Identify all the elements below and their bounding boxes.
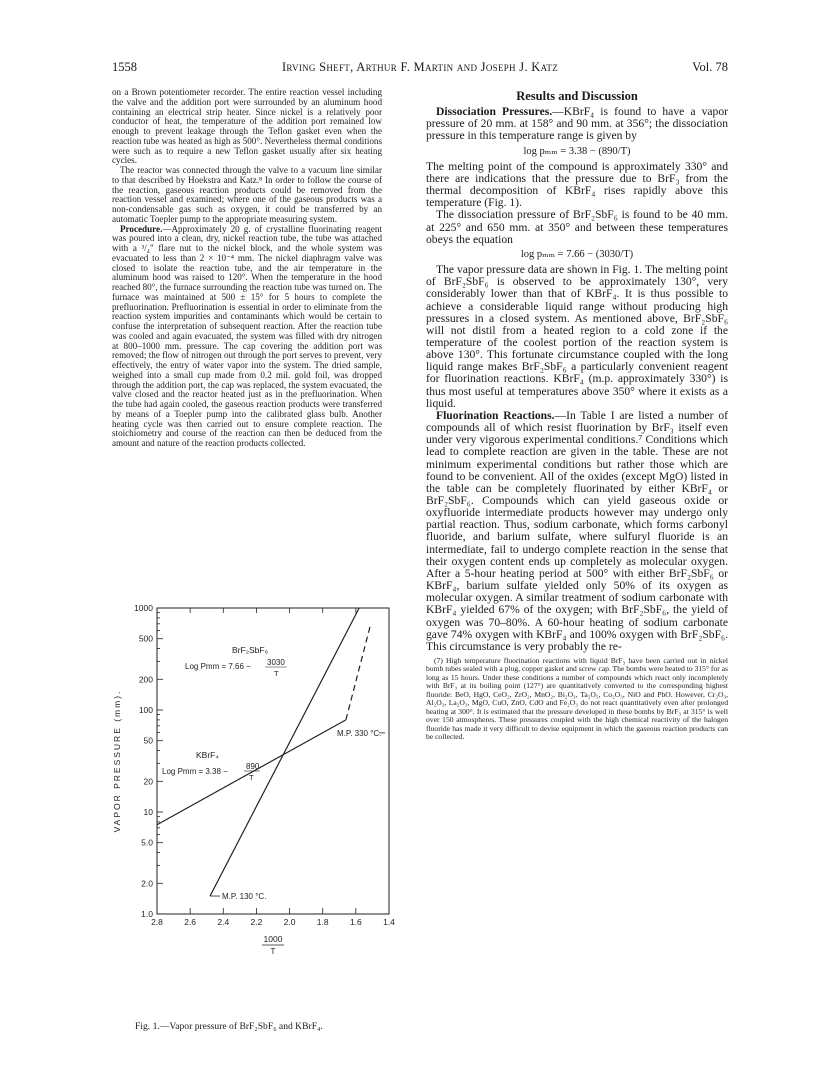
x-tick-label: 2.4	[217, 917, 230, 927]
y-tick-label: 5.0	[141, 837, 153, 848]
paragraph-heading: Dissociation Pressures.	[436, 105, 553, 119]
paragraph: The dissociation pressure of BrF₂SbF₆ is found to be 40 mm. at 225° and 650 mm. at 350° and between these temperatures obeys the equation	[426, 208, 728, 246]
paragraph-heading: Fluorination Reactions.	[436, 408, 555, 422]
equation-label-kbrf4: Log Pmm = 3.38 −	[162, 767, 228, 776]
header-authors: Irving Sheft, Arthur F. Martin and Joseph J. Katz	[281, 60, 559, 74]
paragraph-body: —Approximately 20 g. of crystalline fluorinating reagent was poured into a clean, dry, nickel reaction tube, the tube was attached with a ³/₄" flare nut to the nickel block, and the whole system was evacuated to less than 2 × 10⁻⁴ mm. The nickel diaphragm valve was closed to isolate the reaction tube, and the air temperature in the aluminum hood was raised to 120°. When the temperature in the hood reached 80°, the furnace surrounding the reaction tube was turned on. The furnace was maintained at 500 ± 15° for 5 hours to complete the prefluorination. Prefluorination is essential in order to eliminate from the reaction system impurities and contaminants which would be certain to confuse the interpretation of subsequent reaction. After the reaction tube was cooled and again evacuated, the system was filled with dry nitrogen at 800–1000 mm. pressure. The cap covering the addition port was removed; the flow of nitrogen out through the port serves to prevent, very effectively, the entry of water vapor into the system. The dried sample, weighed into a small cup made from 0.2 mil. gold foil, was dropped through the addition port, the cap was replaced, the system evacuated, the valve closed and the reactor heated just as in the prefluorination. When the tube had again cooled, the gaseous reaction products were transferred by means of a Toepler pump into the calibrated glass bulb. Another heating cycle was then carried out to ensure complete reaction. The stoichiometry and course of the reaction can then be deduced from the amount and nature of the reaction products collected.	[112, 223, 382, 448]
series-label-brf2sbf6: BrF₂SbF₆	[232, 645, 269, 655]
running-header	[112, 60, 728, 78]
paragraph: on a Brown potentiometer recorder. The entire reaction vessel including the valve and the addition port were surrounded by an aluminum hood containing an electrical strip heater. Since nickel is a relatively poor conductor of heat, the temperature of the addition port remained low enough to prevent leakage through the Teflon gasket even when the reaction tube was heated as high as 500°. Nevertheless thermal conditions were such as to require a new Teflon gasket usually after six heating cycles.	[112, 87, 382, 166]
equation: log pₘₘ = 3.38 − (890/T)	[523, 145, 631, 157]
x-tick-label: 2.0	[283, 917, 296, 927]
equation-label-brf2sbf6: Log Pmm = 7.66 −	[185, 662, 251, 671]
equation-numerator-brf2sbf6: 3030	[267, 658, 285, 667]
x-tick-label: 2.8	[151, 917, 163, 927]
figure-caption: Fig. 1.—Vapor pressure of BrF₂SbF₆ and KBrF₄.	[135, 1021, 323, 1032]
paragraph	[112, 225, 382, 449]
volume-label: Vol. 78	[692, 60, 728, 74]
paragraph	[426, 410, 728, 653]
x-tick-label: 1.4	[383, 917, 395, 927]
equation: log pₘₘ = 7.66 − (3030/T)	[520, 248, 634, 260]
paragraph-body: —In Table I are listed a number of compounds all of which resist fluorination by BrF₃ itself even under very vigorous experimental conditions.⁷ Conditions which lead to complete reaction are given in the table. These are not minimum experimental conditions but rather those which are found to be convenient. All of the oxides (except MgO) listed in the table can be completely fluorinated by either KBrF₄ or BrF₂SbF₆. Compounds which can yield gaseous oxide or oxyfluoride intermediate products however may undergo only partial reaction. Thus, sodium carbonate, which forms carbonyl fluoride, and barium sulfate, where sulfuryl fluoride is an intermediate, fail to undergo complete reaction in the sense that their oxygen content ends up completely as molecular oxygen. After a 5-hour heating period at 500° with either BrF₂SbF₆ or KBrF₄, barium sulfate yielded only 50% of its oxygen as molecular oxygen. A similar treatment of sodium carbonate with KBrF₄ yielded 67% of the oxygen; with BrF₂SbF₆, the yield of oxygen was 70–80%. A 60-hour heating of sodium carbonate gave 74% oxygen with KBrF₄ and 100% oxygen with BrF₂SbF₆. This circumstance is very probably the re-	[426, 408, 728, 653]
paragraph: The reactor was connected through the valve to a vacuum line similar to that described by Hoekstra and Katz.⁸ In order to follow the course of the reaction, gaseous reaction products could be removed from the reaction vessel and examined; where one of the gaseous products was a non-condensable gas such as oxygen, it could be transferred by an automatic Toepler pump to the appropriate measuring system.	[112, 165, 382, 224]
y-tick-label: 2.0	[141, 878, 153, 889]
x-axis-label-numerator: 1000	[263, 934, 283, 944]
x-axis-label-denominator: T	[270, 947, 276, 956]
left-column	[112, 88, 382, 449]
annotation-mp-130: M.P. 130 °C.	[222, 892, 267, 902]
footnote-text: (7) High temperature fluorination reactions with liquid BrF₃ have been carried out in nickel bomb tubes sealed with a plug, copper gasket and screw cap. The bombs were heated to 315° for as long as 15 hours. Under these conditions a number of compounds which react only incompletely with BrF₃ at its boiling point (127°) are quantitatively converted to the corresponding highest fluoride: BeO, HgO, CeO₂, ZrO₂, MnO₂, Bi₂O₃, Ta₂O₅, Co₂O₃, NiO and PbO. However, Cr₂O₃, Al₂O₃, La₂O₃, MgO, CuO, ZnO, CdO and Fe₂O₃ do not react quantitatively even after prolonged heating at 300°. It is estimated that the pressure developed in these bombs by BrF₃ at 315° is well over 150 atmospheres. These pressures coupled with the high chemical reactivity of the halogen fluoride has made it very difficult to devise equipment in which the gaseous reaction products can be collected.	[426, 656, 728, 742]
section-title: Results and Discussion	[516, 89, 638, 103]
x-tick-label: 2.2	[250, 917, 263, 927]
y-tick-label: 500	[138, 633, 153, 644]
vapor-pressure-chart	[112, 596, 402, 1036]
y-tick-label: 200	[138, 674, 153, 685]
y-tick-label: 20	[143, 776, 153, 787]
figure-1	[112, 596, 402, 1036]
series-line-kbrf4-dashed	[346, 624, 371, 720]
equation-denominator-brf2sbf6: T	[274, 669, 279, 678]
equation-denominator-kbrf4: T	[249, 773, 254, 782]
paragraph: The vapor pressure data are shown in Fig. 1. The melting point of BrF₂SbF₆ is observed to be approximately 130°, very considerably lower than that of KBrF₄. It is thus possible to achieve a considerable liquid range without producing high pressures in a closed system. As mentioned above, BrF₂SbF₆ will not distil from a heated region to a cold zone if the temperature of the coolest portion of the reaction system is above 130°. This fortunate circumstance coupled with the long liquid range makes BrF₂SbF₆ a particularly convenient reagent for fluorination reactions. KBrF₄ (m.p. approximately 330°) is thus most useful at temperatures above 350° where it exists as a liquid.	[426, 263, 728, 410]
x-tick-label: 1.6	[349, 917, 362, 927]
page-number: 1558	[112, 60, 137, 74]
y-tick-label: 10	[143, 807, 153, 817]
footnote	[426, 657, 728, 742]
paragraph: The melting point of the compound is approximately 330° and there are indications that the pressure due to BrF₃ from the thermal decomposition of KBrF₄ rises rapidly above this temperature (Fig. 1).	[426, 159, 728, 210]
right-column	[426, 90, 728, 742]
y-tick-label: 1000	[134, 603, 153, 613]
y-tick-label: 100	[138, 705, 153, 715]
y-tick-label: 1.0	[141, 909, 153, 919]
equation-numerator-kbrf4: 890	[246, 762, 260, 771]
y-tick-label: 50	[143, 735, 153, 746]
series-label-kbrf4: KBrF₄	[196, 750, 219, 760]
paragraph-body: —KBrF₄ is found to have a vapor pressure of 20 mm. at 158° and 90 mm. at 356°; the dissociation pressure in this temperature range is given by	[426, 105, 729, 143]
x-tick-label: 2.6	[184, 917, 197, 927]
annotation-mp-330: M.P. 330 °C.	[337, 728, 382, 738]
y-axis-label: VAPOR PRESSURE (mm).	[112, 689, 122, 833]
paragraph-heading: Procedure.	[120, 223, 163, 234]
paragraph	[426, 106, 728, 142]
x-tick-label: 1.8	[316, 917, 329, 927]
